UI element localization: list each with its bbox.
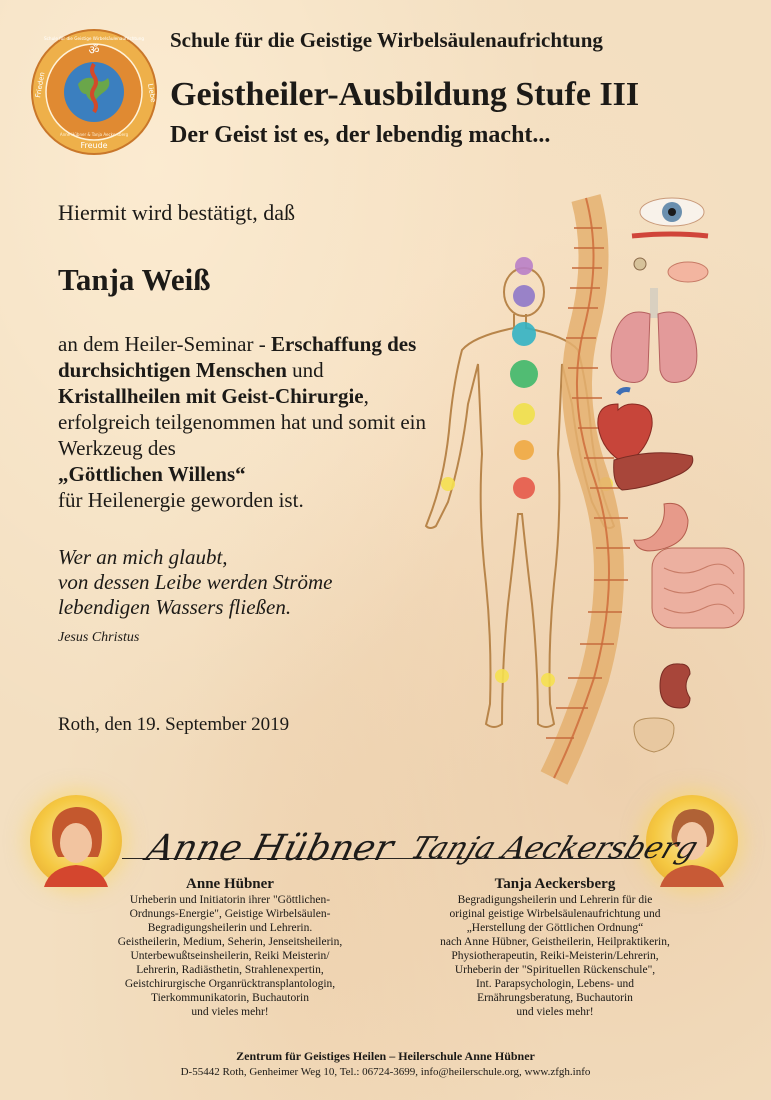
desc-line: Urheberin der "Spirituellen Rückenschule", <box>454 964 656 976</box>
sacral-chakra <box>514 440 534 460</box>
body-part-5: für Heilenergie geworden ist. <box>58 488 304 512</box>
certificate-body <box>58 331 438 513</box>
desc-line: „Herstellung der Göttlichen Ordnung“ <box>466 922 644 934</box>
school-title: Schule für die Geistige Wirbelsäulenaufrichtung <box>170 28 603 52</box>
tanja-aeckersberg-credentials <box>395 876 715 1019</box>
date-line: Roth, den 19. September 2019 <box>58 714 290 735</box>
desc-line: Geistheilerin, Medium, Seherin, Jenseitsheilerin, <box>117 936 343 948</box>
foot-chakra-right <box>541 673 555 687</box>
seal-label-left: Frieden <box>34 71 47 99</box>
desc-line: original geistige Wirbelsäulenaufrichtung und <box>449 908 661 920</box>
quote-line: lebendigen Wassers fließen. <box>58 595 292 619</box>
crown-chakra <box>515 257 533 275</box>
nerve-icon <box>632 234 708 236</box>
desc-line: Physiotherapeutin, Reiki-Meisterin/Lehrerin, <box>451 950 659 962</box>
liver-icon <box>614 453 693 490</box>
seal-label-bottom: Freude <box>80 141 108 150</box>
quote-line: von dessen Leibe werden Ströme <box>58 570 333 594</box>
person-name-left: Anne Hübner <box>186 876 274 892</box>
seal-label-right: Liebe <box>146 82 158 103</box>
spine-illustration <box>418 188 763 808</box>
footer-address: D-55442 Roth, Genheimer Weg 10, Tel.: 06724-3699, info@heilerschule.org, www.zfgh.info <box>180 1066 591 1078</box>
desc-line: und vieles mehr! <box>191 1006 269 1018</box>
person-desc-right <box>395 893 715 1019</box>
eye-icon <box>640 198 704 226</box>
anne-huebner-credentials <box>80 876 380 1019</box>
desc-line: Tierkommunikatorin, Buchautorin <box>150 992 309 1004</box>
desc-line: Begradigungsheilerin und Lehrerin für die <box>457 894 653 906</box>
root-chakra <box>513 477 535 499</box>
school-seal-logo <box>30 28 158 156</box>
cell-icon <box>634 258 646 270</box>
desc-line: Urheberin und Initiatorin ihrer "Göttlichen- <box>129 894 331 906</box>
body-part-1: an dem Heiler-Seminar - <box>58 332 271 356</box>
desc-line: Unterbewußtseinsheilerin, Reiki Meisterin/ <box>130 950 330 962</box>
desc-line: nach Anne Hübner, Geistheilerin, Heilpraktikerin, <box>440 936 670 948</box>
desc-line: Geistchirurgische Organrücktransplantologin, <box>124 978 336 990</box>
desc-line: und vieles mehr! <box>516 1006 594 1018</box>
body-part-3: , erfolgreich teilgenommen hat und somit ein Werkzeug des <box>58 384 426 460</box>
signature-tanja-aeckersberg: Tanja Aeckersberg <box>406 830 703 866</box>
seal-label-inner: Anne Hübner & Tanja Aeckersberg <box>59 132 129 137</box>
bible-quote <box>58 545 428 620</box>
footer <box>0 1049 771 1078</box>
quote-line: Wer an mich glaubt, <box>58 545 228 569</box>
throat-chakra <box>512 322 536 346</box>
gland-icon <box>668 262 708 282</box>
bladder-icon <box>634 718 674 752</box>
heart-icon <box>598 390 652 465</box>
body-divine-will: „Göttlichen Willens“ <box>58 462 246 486</box>
solar-plexus-chakra <box>513 403 535 425</box>
kidney-icon <box>660 664 690 708</box>
desc-line: Begradigungsheilerin und Lehrerin. <box>147 922 313 934</box>
certificate-title: Geistheiler-Ausbildung Stufe III <box>170 76 640 113</box>
third-eye-chakra <box>513 285 535 307</box>
lungs-icon <box>611 288 697 382</box>
desc-line: Int. Parapsychologin, Lebens- und <box>475 978 635 990</box>
person-name-right: Tanja Aeckersberg <box>494 876 616 892</box>
stomach-icon <box>634 503 688 551</box>
confirmation-line: Hiermit wird bestätigt, daß <box>58 200 296 225</box>
signatures <box>142 800 703 880</box>
motto: Der Geist ist es, der lebendig macht... <box>170 122 551 148</box>
foot-chakra-left <box>495 669 509 683</box>
desc-line: Ordnungs-Energie", Geistige Wirbelsäulen- <box>129 908 331 920</box>
body-seminar-title-2: Kristallheilen mit Geist-Chirurgie <box>58 384 364 408</box>
desc-line: Lehrerin, Radiästhetin, Strahlenexpertin, <box>136 964 324 976</box>
seal-om-symbol: ॐ <box>88 43 100 57</box>
heart-chakra <box>510 360 538 388</box>
footer-title: Zentrum für Geistiges Heilen – Heilerschule Anne Hübner <box>236 1049 535 1063</box>
signature-anne-huebner: Anne Hübner <box>142 826 398 869</box>
intestine-icon <box>652 548 744 628</box>
seal-label-top: Schule für die Geistige Wirbelsäulenaufrichtung <box>43 36 145 41</box>
recipient-name: Tanja Weiß <box>58 262 211 297</box>
person-desc-left <box>80 893 380 1019</box>
avatar-anne-huebner <box>30 795 122 887</box>
body-seminar-title: Erschaffung des durchsichtigen Menschen <box>58 332 417 382</box>
quote-author: Jesus Christus <box>58 630 140 645</box>
desc-line: Ernährungsberatung, Buchautorin <box>477 992 633 1004</box>
body-part-2: und <box>286 358 324 382</box>
hand-chakra-left <box>441 477 455 491</box>
